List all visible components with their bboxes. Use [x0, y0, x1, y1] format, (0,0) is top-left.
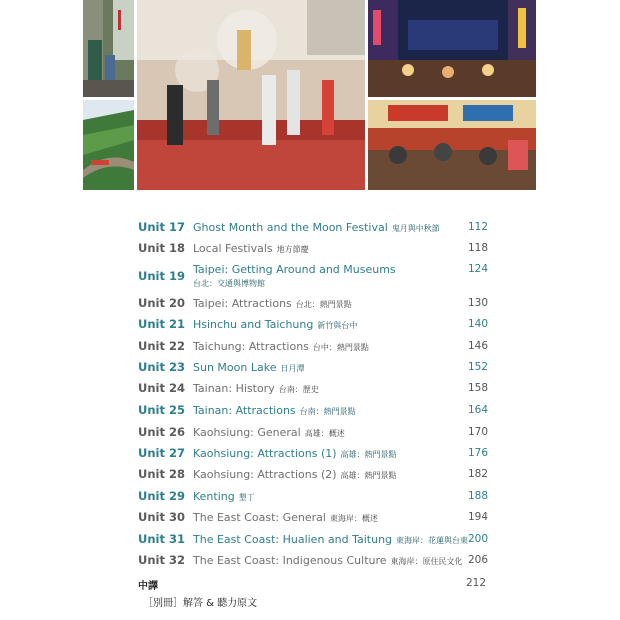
unit-title — [193, 263, 396, 290]
page-number: 200 — [467, 533, 488, 545]
unit-title — [193, 404, 356, 418]
unit-title — [193, 490, 255, 504]
unit-number: Unit 29 — [138, 489, 185, 503]
unit-title-zh: 台北：交通與博物館 — [193, 279, 265, 288]
unit-number: Unit 18 — [138, 241, 185, 255]
unit-number: Unit 22 — [138, 339, 185, 353]
unit-number: Unit 26 — [138, 425, 185, 439]
page-number: 158 — [467, 382, 488, 394]
unit-title-en: The East Coast: General — [193, 511, 326, 524]
unit-title-en: Kenting — [193, 490, 235, 503]
unit-title — [193, 221, 440, 235]
translation-row[interactable] — [138, 577, 488, 592]
unit-title — [193, 533, 468, 547]
appendix-label: ［別冊］解答 & 聽力原文 — [143, 598, 258, 609]
unit-title-en: Kaohsiung: General — [193, 426, 301, 439]
unit-title-zh: 地方節慶 — [276, 245, 309, 254]
unit-number: Unit 20 — [138, 296, 185, 310]
page-number: 164 — [467, 404, 488, 416]
unit-title — [193, 426, 345, 440]
unit-number: Unit 19 — [138, 269, 185, 283]
unit-title-zh: 東海岸：原住民文化 — [390, 557, 463, 566]
unit-title-en: The East Coast: Hualien and Taitung — [193, 533, 393, 546]
unit-title-zh: 日月潭 — [280, 364, 305, 373]
unit-number: Unit 17 — [138, 220, 185, 234]
unit-number: Unit 23 — [138, 360, 185, 374]
unit-title-en: Kaohsiung: Attractions (1) — [193, 447, 337, 460]
unit-title — [193, 554, 463, 568]
translation-page: 212 — [465, 577, 486, 589]
unit-title-zh: 東海岸：花蓮與台東 — [396, 536, 469, 545]
unit-number: Unit 27 — [138, 446, 185, 460]
unit-number: Unit 28 — [138, 467, 185, 481]
page-number: 112 — [467, 221, 488, 233]
page-number: 194 — [467, 511, 488, 523]
unit-title — [193, 511, 378, 525]
unit-title-en: Tainan: History — [193, 382, 275, 395]
unit-title — [193, 297, 352, 311]
unit-title-zh: 東海岸：概述 — [329, 514, 378, 523]
unit-number: Unit 25 — [138, 403, 185, 417]
unit-title-en: Sun Moon Lake — [193, 361, 277, 374]
unit-title-zh: 墾丁 — [238, 493, 255, 502]
unit-title — [193, 361, 304, 375]
unit-title-en: Taichung: Attractions — [193, 340, 309, 353]
page-number: 152 — [467, 361, 488, 373]
unit-title — [193, 318, 357, 332]
appendix-row[interactable] — [143, 594, 257, 609]
unit-title-en: Ghost Month and the Moon Festival — [193, 221, 388, 234]
unit-title-zh: 台南：歷史 — [278, 385, 319, 394]
unit-title-zh: 新竹與台中 — [317, 321, 358, 330]
page-number: 206 — [467, 554, 488, 566]
unit-title-en: Kaohsiung: Attractions (2) — [193, 468, 337, 481]
unit-title-zh: 高雄：熱門景點 — [340, 450, 397, 459]
page-number: 182 — [467, 468, 488, 480]
unit-title-zh: 高雄：概述 — [304, 429, 345, 438]
unit-number: Unit 24 — [138, 381, 185, 395]
unit-title-zh: 台中：熱門景點 — [312, 343, 369, 352]
unit-title-zh: 台北：熱門景點 — [295, 300, 352, 309]
unit-number: Unit 32 — [138, 553, 185, 567]
unit-number: Unit 31 — [138, 532, 185, 546]
unit-title-zh: 高雄：熱門景點 — [340, 471, 397, 480]
unit-title-en: Hsinchu and Taichung — [193, 318, 314, 331]
page-number: 118 — [467, 242, 488, 254]
unit-title-zh: 鬼月與中秋節 — [391, 224, 440, 233]
unit-title — [193, 340, 369, 354]
translation-label: 中譯 — [138, 581, 158, 592]
page-number: 146 — [467, 340, 488, 352]
page-number: 140 — [467, 318, 488, 330]
unit-title-en: Local Festivals — [193, 242, 273, 255]
page-number: 188 — [467, 490, 488, 502]
unit-title — [193, 382, 319, 396]
unit-title-en: Tainan: Attractions — [193, 404, 296, 417]
page-number: 170 — [467, 426, 488, 438]
page-number: 176 — [467, 447, 488, 459]
page-number: 124 — [467, 263, 488, 275]
unit-title-en: Taipei: Attractions — [193, 297, 292, 310]
unit-number: Unit 21 — [138, 317, 185, 331]
unit-title — [193, 242, 309, 256]
unit-number: Unit 30 — [138, 510, 185, 524]
unit-title-zh: 台南：熱門景點 — [299, 407, 356, 416]
unit-title — [193, 447, 397, 461]
unit-title-en: The East Coast: Indigenous Culture — [193, 554, 387, 567]
page-number: 130 — [467, 297, 488, 309]
unit-title — [193, 468, 397, 482]
unit-title-en: Taipei: Getting Around and Museums — [193, 263, 396, 276]
